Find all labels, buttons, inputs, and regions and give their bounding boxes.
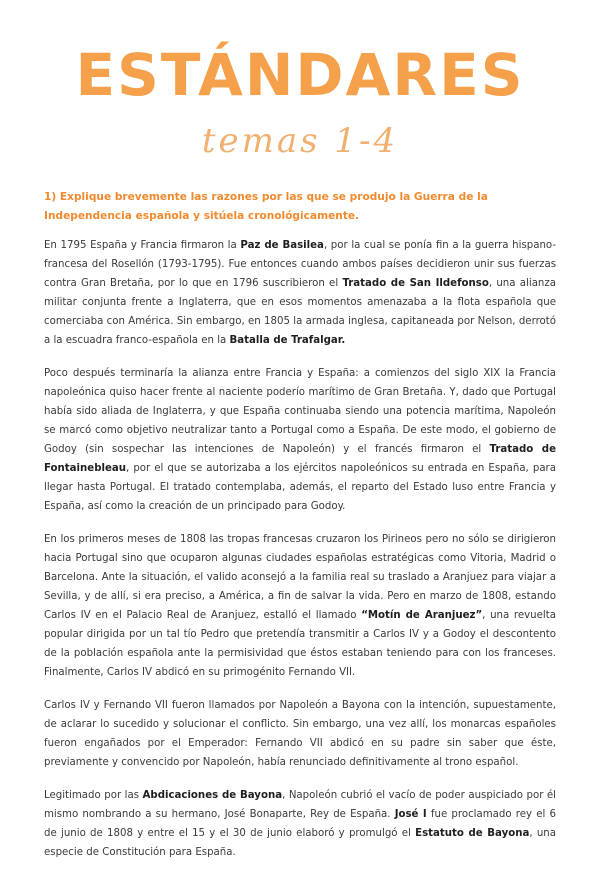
question-heading: 1) Explique brevemente las razones por las que se produjo la Guerra de la Independencia española y sitúela cronológicamente. [44, 191, 488, 222]
page-title: ESTÁNDARES [75, 41, 525, 109]
term-abdicaciones-bayona: Abdicaciones de Bayona [142, 790, 283, 801]
paragraph-4: Carlos IV y Fernando VII fueron llamados por Napoleón a Bayona con la intención, supuestamente, de aclarar lo sucedido y solucionar el conflicto. Sin embargo, una vez allí, los monarcas españoles fueron engañados por el Emperador: Fernando VII abdicó en su padre sin saber que éste, previamente y convencido por Napoleón, había renunciado definitivamente al trono español. [44, 700, 556, 768]
paragraph-3: En los primeros meses de 1808 las tropas francesas cruzaron los Pirineos pero no sólo se dirigieron hacia Portugal sino que ocuparon algunas ciudades españolas estratégicas como Vitoria, Madrid o Barcelona. Ante la situación, el valido aconsejó a la familia real su traslado a Aranjuez para viajar a Sevilla, y de allí, si era preciso, a América, a fin de salvar la vida. Pero en marzo de 1808, estando Carlos IV en el Palacio Real de Aranjuez, estalló el llamado “Motín de Aranjuez”, una revuelta popular dirigida por un tal tío Pedro que pretendía transmitir a Carlos IV y a Godoy el descontento de la población española ante la permisividad que éstos estaban teniendo para con los franceses. Finalmente, Carlos IV abdicó en su primogénito Fernando VII. [44, 534, 556, 678]
page-subtitle: temas 1-4 [201, 121, 399, 161]
term-estatuto-bayona: Estatuto de Bayona [415, 828, 530, 839]
paragraph-1: En 1795 España y Francia firmaron la Paz de Basilea, por la cual se ponía fin a la guerra hispano-francesa del Rosellón (1793-1795). Fue entonces cuando ambos países decidieron unir sus fuerzas contra Gran Bretaña, por lo que en 1796 suscribieron el Tratado de San Ildefonso, una alianza militar conjunta frente a Inglaterra, que en esos momentos amenazaba a la flota española que comerciaba con América. Sin embargo, en 1805 la armada inglesa, capitaneada por Nelson, derrotó a la escuadra franco-española en la Batalla de Trafalgar. [44, 240, 557, 346]
answer-body [44, 236, 556, 876]
term-batalla-trafalgar: Batalla de Trafalgar. [229, 335, 346, 346]
term-paz-de-basilea: Paz de Basilea [240, 240, 324, 251]
term-jose-i: José I [394, 809, 427, 820]
term-motin-aranjuez: “Motín de Aranjuez” [361, 610, 483, 621]
term-tratado-fontainebleau: Tratado de Fontainebleau [44, 444, 557, 474]
paragraph-5: Legitimado por las Abdicaciones de Bayona, Napoleón cubrió el vacío de poder auspiciado por él mismo nombrando a su hermano, José Bonaparte, Rey de España. José I fue proclamado rey el 6 de junio de 1808 y entre el 15 y el 30 de junio elaboró y promulgó el Estatuto de Bayona, una especie de Constitución para España. [44, 790, 556, 858]
paragraph-2: Poco después terminaría la alianza entre Francia y España: a comienzos del siglo XIX la Francia napoleónica quiso hacer frente al naciente poderío marítimo de Gran Bretaña. Y, dado que Portugal había sido aliada de Inglaterra, y que España continuaba siendo una potencia marítima, Napoleón se marcó como objetivo neutralizar tanto a Portugal como a España. De este modo, el gobierno de Godoy (sin sospechar las intenciones de Napoleón) y el francés firmaron el Tratado de Fontainebleau, por el que se autorizaba a los ejércitos napoleónicos su entrada en España, para llegar hasta Portugal. El tratado contemplaba, además, el reparto del Estado luso entre Francia y España, así como la creación de un principado para Godoy. [44, 368, 557, 512]
term-tratado-san-ildefonso: Tratado de San Ildefonso [342, 278, 489, 289]
